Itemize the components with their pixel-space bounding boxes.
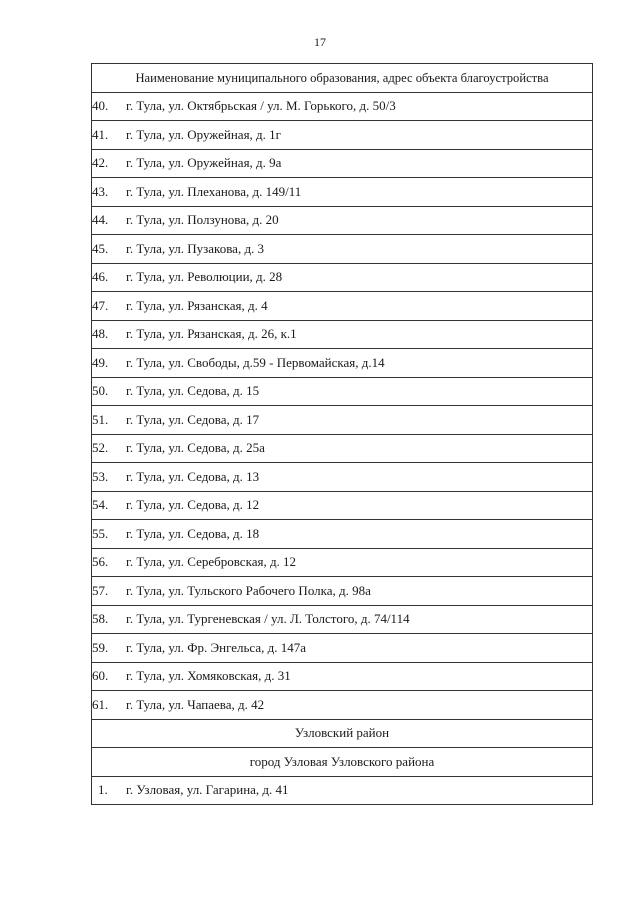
table-cell [92,691,593,720]
address-table [91,63,593,805]
table-row [92,434,593,463]
table-row [92,577,593,606]
table-cell [92,206,593,235]
row-number: 48. [92,326,109,342]
row-number: 40. [92,98,109,114]
city-heading: город Узловая Узловского района [92,748,593,777]
table-row [92,149,593,178]
row-number: 52. [92,440,109,456]
table-cell [92,491,593,520]
row-address: г. Тула, ул. Серебровская, д. 12 [126,554,297,570]
table-cell [92,434,593,463]
row-number: 41. [92,126,109,142]
row-number: 57. [92,582,109,598]
row-number: 44. [92,212,109,228]
row-address: г. Тула, ул. Рязанская, д. 4 [126,297,268,313]
table-cell [92,121,593,150]
table-cell [92,634,593,663]
row-address: г. Тула, ул. Октябрьская / ул. М. Горького, д. 50/3 [126,98,396,114]
row-address: г. Тула, ул. Рязанская, д. 26, к.1 [126,326,297,342]
table-cell [92,520,593,549]
row-number: 53. [92,468,109,484]
row-number: 50. [92,383,109,399]
table-row [92,178,593,207]
row-address: г. Тула, ул. Седова, д. 13 [126,468,260,484]
district-heading-row [92,719,593,748]
table-row [92,491,593,520]
row-address: г. Тула, ул. Седова, д. 15 [126,383,260,399]
table-cell [92,377,593,406]
table-cell [92,406,593,435]
table-row [92,605,593,634]
row-address: г. Тула, ул. Чапаева, д. 42 [126,696,265,712]
row-number: 45. [92,240,109,256]
table-row [92,463,593,492]
row-number: 60. [92,668,109,684]
row-number: 43. [92,183,109,199]
table-cell [92,548,593,577]
table-row [92,349,593,378]
row-address: г. Тула, ул. Оружейная, д. 9а [126,155,282,171]
table-row [92,691,593,720]
row-number: 49. [92,354,109,370]
row-address: г. Тула, ул. Фр. Энгельса, д. 147а [126,639,307,655]
table-row [92,662,593,691]
row-address: г. Тула, ул. Седова, д. 25а [126,440,265,456]
row-number: 51. [92,411,109,427]
table-row [92,320,593,349]
table-cell [92,605,593,634]
table-cell [92,92,593,121]
table-row [92,292,593,321]
row-address: г. Тула, ул. Тургеневская / ул. Л. Толстого, д. 74/114 [126,611,410,627]
row-address: г. Тула, ул. Оружейная, д. 1г [126,126,281,142]
row-address: г. Узловая, ул. Гагарина, д. 41 [126,782,289,798]
row-address: г. Тула, ул. Седова, д. 17 [126,411,260,427]
table-cell [92,577,593,606]
table-cell [92,320,593,349]
table-header-row [92,64,593,93]
row-number: 58. [92,611,109,627]
table-row [92,263,593,292]
row-address: г. Тула, ул. Ползунова, д. 20 [126,212,279,228]
row-number: 61. [92,696,109,712]
table-cell [92,178,593,207]
row-address: г. Тула, ул. Седова, д. 12 [126,497,260,513]
table-cell [92,349,593,378]
table-row [92,406,593,435]
row-number: 54. [92,497,109,513]
table-row [92,634,593,663]
table-row [92,377,593,406]
table-row [92,520,593,549]
row-number: 46. [92,269,109,285]
city-heading-row [92,748,593,777]
table-cell [92,776,593,805]
row-number: 42. [92,155,109,171]
row-address: г. Тула, ул. Седова, д. 18 [126,525,260,541]
table-header: Наименование муниципального образования, адрес объекта благоустройства [92,64,593,93]
table-cell [92,463,593,492]
table-row [92,776,593,805]
table-cell [92,235,593,264]
row-number: 59. [92,639,109,655]
row-address: г. Тула, ул. Плеханова, д. 149/11 [126,183,302,199]
table-cell [92,662,593,691]
row-address: г. Тула, ул. Революции, д. 28 [126,269,283,285]
table-cell [92,263,593,292]
row-address: г. Тула, ул. Свободы, д.59 - Первомайская, д.14 [126,354,385,370]
table-row [92,235,593,264]
table-row [92,548,593,577]
table-cell [92,292,593,321]
table-row [92,92,593,121]
row-address: г. Тула, ул. Пузакова, д. 3 [126,240,265,256]
page-number: 17 [314,35,326,49]
table-row [92,206,593,235]
table-row [92,121,593,150]
row-number: 56. [92,554,109,570]
row-number: 55. [92,525,109,541]
table-cell [92,149,593,178]
row-number: 1. [98,782,108,798]
row-address: г. Тула, ул. Хомяковская, д. 31 [126,668,291,684]
row-number: 47. [92,297,109,313]
row-address: г. Тула, ул. Тульского Рабочего Полка, д. 98а [126,582,371,598]
district-heading: Узловский район [92,719,593,748]
